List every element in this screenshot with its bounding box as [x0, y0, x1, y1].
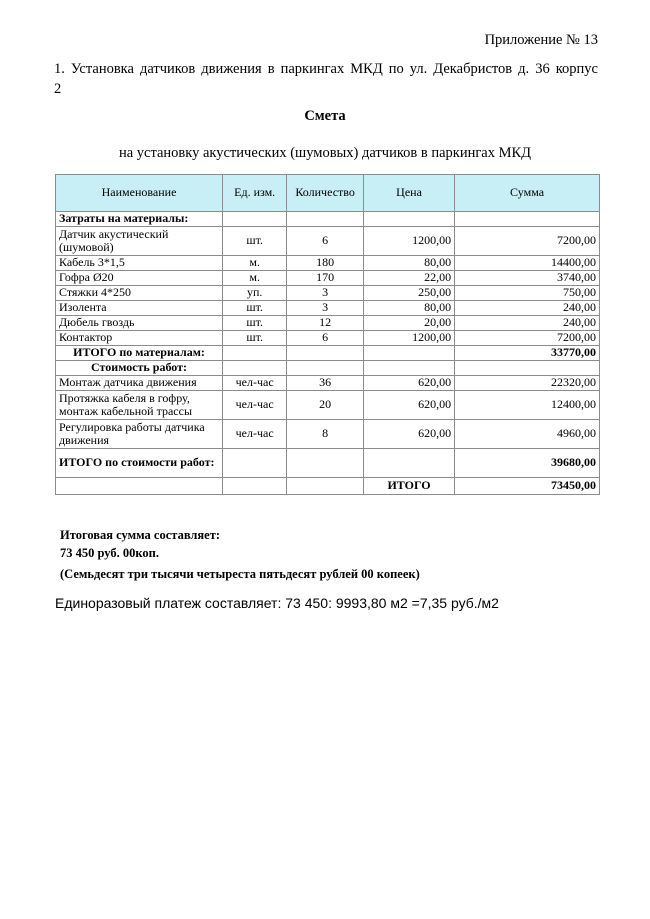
- row-sum: 7200,00: [455, 331, 600, 346]
- row-name: Протяжка кабеля в гофру, монтаж кабельной трассы: [56, 391, 223, 420]
- row-price: 1200,00: [364, 331, 455, 346]
- row-unit: шт.: [223, 301, 287, 316]
- empty-cell: [223, 449, 287, 478]
- row-quantity: 36: [287, 376, 364, 391]
- estimate-subtitle: на установку акустических (шумовых) датчиков в паркингах МКД: [118, 145, 532, 161]
- empty-cell: [223, 361, 287, 376]
- table-row: [56, 286, 600, 301]
- summary-amount-words: (Семьдесят три тысячи четыреста пятьдесят рублей 00 копеек): [60, 567, 420, 581]
- row-sum: 240,00: [455, 316, 600, 331]
- row-name: Кабель 3*1,5: [56, 256, 223, 271]
- row-unit: чел-час: [223, 376, 287, 391]
- row-unit: м.: [223, 271, 287, 286]
- empty-cell: [287, 346, 364, 361]
- subtotal-label: ИТОГО по стоимости работ:: [56, 449, 223, 478]
- grand-total-label: ИТОГО: [364, 478, 455, 495]
- estimate-table: [55, 174, 600, 495]
- row-name: Контактор: [56, 331, 223, 346]
- row-quantity: 6: [287, 227, 364, 256]
- row-sum: 12400,00: [455, 391, 600, 420]
- empty-cell: [223, 478, 287, 495]
- empty-cell: [364, 361, 455, 376]
- row-price: 250,00: [364, 286, 455, 301]
- header-sum: Сумма: [455, 175, 600, 212]
- row-quantity: 170: [287, 271, 364, 286]
- empty-cell: [455, 361, 600, 376]
- one-time-payment: Единоразовый платеж составляет: 73 450: 9993,80 м2 =7,35 руб./м2: [55, 595, 499, 611]
- section-row-materials: [56, 212, 600, 227]
- table-row: [56, 256, 600, 271]
- row-price: 1200,00: [364, 227, 455, 256]
- empty-cell: [364, 346, 455, 361]
- table-row: [56, 271, 600, 286]
- section-row-works: [56, 361, 600, 376]
- row-price: 80,00: [364, 301, 455, 316]
- empty-cell: [364, 212, 455, 227]
- row-sum: 240,00: [455, 301, 600, 316]
- grand-total-value: 73450,00: [455, 478, 600, 495]
- row-name: Изолента: [56, 301, 223, 316]
- row-quantity: 20: [287, 391, 364, 420]
- table-row: [56, 331, 600, 346]
- row-unit: шт.: [223, 316, 287, 331]
- section-title: Стоимость работ:: [56, 361, 223, 376]
- row-unit: чел-час: [223, 420, 287, 449]
- empty-cell: [287, 478, 364, 495]
- row-sum: 7200,00: [455, 227, 600, 256]
- empty-cell: [56, 478, 223, 495]
- document-heading: 1. Установка датчиков движения в паркингах МКД по ул. Декабристов д. 36 корпус 2: [54, 61, 598, 97]
- estimate-title: Смета: [304, 108, 346, 124]
- row-price: 80,00: [364, 256, 455, 271]
- table-row: [56, 391, 600, 420]
- subtotal-label: ИТОГО по материалам:: [56, 346, 223, 361]
- empty-cell: [287, 361, 364, 376]
- table-row: [56, 301, 600, 316]
- grand-total-row: [56, 478, 600, 495]
- subtotal-value: 39680,00: [455, 449, 600, 478]
- row-sum: 3740,00: [455, 271, 600, 286]
- row-quantity: 180: [287, 256, 364, 271]
- appendix-number: Приложение № 13: [484, 32, 598, 48]
- row-name: Гофра Ø20: [56, 271, 223, 286]
- subtotal-row-works: [56, 449, 600, 478]
- row-sum: 22320,00: [455, 376, 600, 391]
- row-price: 20,00: [364, 316, 455, 331]
- empty-cell: [223, 346, 287, 361]
- header-quantity: Количество: [287, 175, 364, 212]
- subtotal-value: 33770,00: [455, 346, 600, 361]
- summary-label: Итоговая сумма составляет:: [60, 528, 221, 542]
- row-unit: м.: [223, 256, 287, 271]
- table-row: [56, 227, 600, 256]
- table-header-row: [56, 175, 600, 212]
- empty-cell: [223, 212, 287, 227]
- row-quantity: 3: [287, 301, 364, 316]
- row-quantity: 8: [287, 420, 364, 449]
- row-unit: шт.: [223, 227, 287, 256]
- row-name: Датчик акустический (шумовой): [56, 227, 223, 256]
- table-row: [56, 376, 600, 391]
- header-unit: Ед. изм.: [223, 175, 287, 212]
- header-name: Наименование: [56, 175, 223, 212]
- row-name: Стяжки 4*250: [56, 286, 223, 301]
- table-row: [56, 316, 600, 331]
- empty-cell: [287, 212, 364, 227]
- empty-cell: [364, 449, 455, 478]
- row-price: 620,00: [364, 391, 455, 420]
- row-sum: 750,00: [455, 286, 600, 301]
- row-name: Регулировка работы датчика движения: [56, 420, 223, 449]
- section-title: Затраты на материалы:: [56, 212, 223, 227]
- row-quantity: 3: [287, 286, 364, 301]
- summary-block: [60, 527, 420, 584]
- row-name: Монтаж датчика движения: [56, 376, 223, 391]
- row-quantity: 6: [287, 331, 364, 346]
- row-sum: 14400,00: [455, 256, 600, 271]
- row-unit: шт.: [223, 331, 287, 346]
- empty-cell: [455, 212, 600, 227]
- empty-cell: [287, 449, 364, 478]
- row-quantity: 12: [287, 316, 364, 331]
- row-unit: уп.: [223, 286, 287, 301]
- row-price: 22,00: [364, 271, 455, 286]
- row-price: 620,00: [364, 420, 455, 449]
- subtotal-row-materials: [56, 346, 600, 361]
- row-sum: 4960,00: [455, 420, 600, 449]
- row-unit: чел-час: [223, 391, 287, 420]
- summary-amount: 73 450 руб. 00коп.: [60, 545, 159, 560]
- row-price: 620,00: [364, 376, 455, 391]
- header-price: Цена: [364, 175, 455, 212]
- table-row: [56, 420, 600, 449]
- row-name: Дюбель гвоздь: [56, 316, 223, 331]
